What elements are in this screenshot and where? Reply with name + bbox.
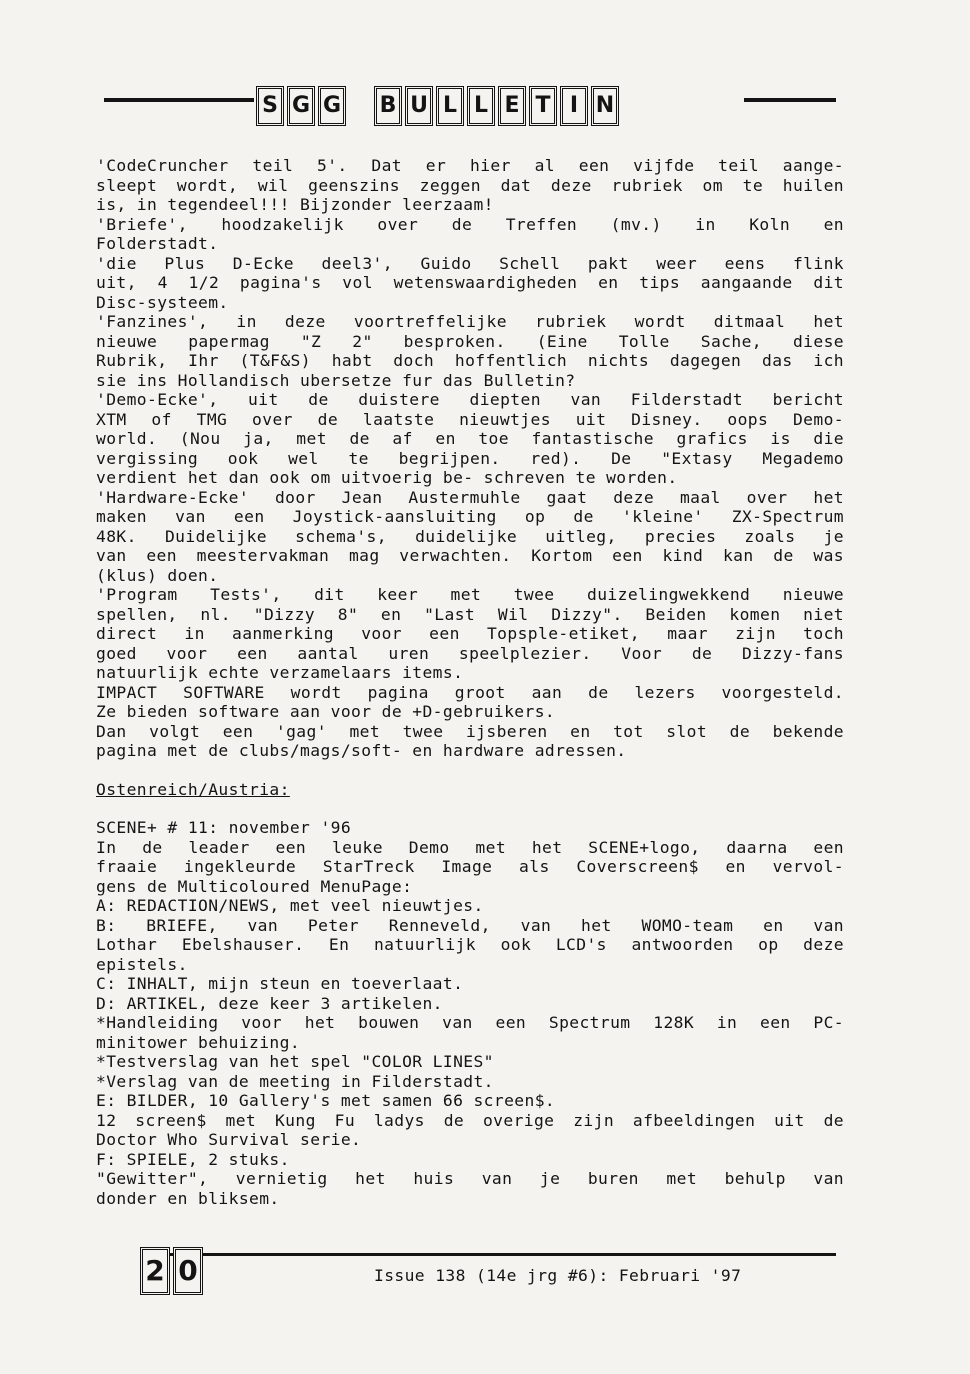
text-line: vergissing ook wel te begrijpen. red). De "Extasy Megademo (96, 448, 844, 468)
text-line: (klus) doen. (96, 565, 219, 585)
text-line: van een meestervakman mag verwachten. Kortom een kind kan de was (96, 546, 844, 565)
text-line: Lothar Ebelshauser. En natuurlijk ook LCD's antwoorden op deze (96, 935, 844, 954)
text-line: Doctor Who Survival serie. (96, 1130, 362, 1149)
text-line: direct in aanmerking voor een Topsple-etiket, maar zijn toch (96, 624, 844, 643)
text-line: 'CodeCruncher teil 5'. Dat er hier al een vijfde teil aange- (96, 156, 844, 175)
title-letter: S (256, 86, 284, 126)
text-line: "Gewitter", vernietig het huis van je buren met behulp van (96, 1169, 844, 1188)
text-line: 12 screen$ met Kung Fu ladys de overige zijn afbeeldingen uit de (96, 1110, 844, 1130)
text-line: verdient het dan ook om uitvoerig be- schreven te worden. (96, 468, 678, 487)
text-line: B: BRIEFE, van Peter Renneveld, van het WOMO-team en van (96, 915, 844, 935)
page-footer (140, 1246, 836, 1306)
title-letter: G (318, 86, 346, 126)
text-line: 48K. Duidelijke schema's, duidelijke uitleg, precies zoals je (96, 526, 844, 546)
masthead (104, 84, 836, 136)
text-line: In de leader een leuke Demo met het SCENE+logo, daarna een (96, 837, 844, 857)
text-line: world. (Nou ja, met de af en toe fantastische grafics is die (96, 429, 844, 448)
text-line: goed voor een aantal uren speelplezier. Voor de Dizzy-fans (96, 643, 844, 663)
footer-rule (140, 1253, 836, 1256)
text-line: Folderstadt. (96, 234, 219, 253)
text-line: 'die Plus D-Ecke deel3', Guido Schell pakt weer eens flink (96, 253, 844, 273)
text-line: IMPACT SOFTWARE wordt pagina groot aan de lezers voorgesteld. (96, 682, 844, 702)
text-line: 'Briefe', hoodzakelijk over de Treffen (mv.) in Koln en (96, 214, 844, 234)
text-line: 'Demo-Ecke', uit de duistere diepten van Filderstadt bericht (96, 390, 844, 409)
text-line: Dan volgt een 'gag' met twee ijsberen en tot slot de bekende (96, 721, 844, 741)
masthead-rule-left (104, 98, 254, 102)
text-line: *Testverslag van het spel "COLOR LINES" (96, 1052, 494, 1071)
title-letter: N (591, 86, 619, 126)
page-number (140, 1247, 203, 1295)
masthead-rule-right (744, 98, 836, 102)
text-line: sleept wordt, wil geenszins zeggen dat deze rubriek om te huilen (96, 175, 844, 195)
section-heading: Ostenreich/Austria: (96, 779, 290, 799)
text-line: Ze bieden software aan voor de +D-gebruikers. (96, 702, 556, 721)
text-line: sie ins Hollandisch ubersetze fur das Bulletin? (96, 370, 576, 390)
text-line: Rubrik, Ihr (T&F&S) habt doch hoffentlich nichts dagegen das ich (96, 351, 844, 370)
text-line: Disc-systeem. (96, 292, 229, 312)
text-line: D: ARTIKEL, deze keer 3 artikelen. (96, 993, 443, 1013)
article-body (96, 156, 844, 1208)
title-letter: G (287, 86, 315, 126)
text-line: A: REDACTION/NEWS, met veel nieuwtjes. (96, 896, 484, 915)
text-line: XTM of TMG over de laatste nieuwtjes uit Disney. oops Demo- (96, 409, 844, 429)
text-line: E: BILDER, 10 Gallery's met samen 66 screen$. (96, 1091, 556, 1110)
text-line: donder en bliksem. (96, 1188, 280, 1208)
text-line: epistels. (96, 954, 188, 974)
text-line: 'Hardware-Ecke' door Jean Austermuhle gaat deze maal over het (96, 487, 844, 507)
title-letter: L (436, 86, 464, 126)
masthead-title (256, 86, 619, 126)
title-letter: I (560, 86, 588, 126)
text-line: 'Program Tests', dit keer met twee duizelingwekkend nieuwe (96, 585, 844, 604)
page-number-digit: 0 (173, 1247, 203, 1295)
text-line: F: SPIELE, 2 stuks. (96, 1149, 290, 1169)
text-line: natuurlijk echte verzamelaars items. (96, 663, 464, 682)
title-letter: E (498, 86, 526, 126)
text-line: *Handleiding voor het bouwen van een Spectrum 128K in een PC- (96, 1013, 844, 1032)
text-line: C: INHALT, mijn steun en toeverlaat. (96, 974, 464, 993)
issue-line: Issue 138 (14e jrg #6): Februari '97 (374, 1266, 742, 1285)
text-line: pagina met de clubs/mags/soft- en hardware adressen. (96, 741, 627, 760)
text-line: uit, 4 1/2 pagina's vol wetenswaardigheden en tips aangaande dit (96, 273, 844, 292)
title-letter: U (405, 86, 433, 126)
text-line: is, in tegendeel!!! Bijzonder leerzaam! (96, 195, 494, 214)
text-line: spellen, nl. "Dizzy 8" en "Last Wil Dizzy". Beiden komen niet (96, 604, 844, 624)
text-line: 'Fanzines', in deze voortreffelijke rubriek wordt ditmaal het (96, 312, 844, 331)
page-number-digit: 2 (140, 1247, 170, 1295)
text-line: maken van een Joystick-aansluiting op de 'kleine' ZX-Spectrum (96, 507, 844, 526)
text-line: minitower behuizing. (96, 1032, 301, 1052)
text-line: fraaie ingekleurde StarTreck Image als Coverscreen$ en vervol- (96, 857, 844, 876)
text-line: nieuwe papermag "Z 2" besproken. (Eine Tolle Sache, diese (96, 331, 844, 351)
text-line: *Verslag van de meeting in Filderstadt. (96, 1071, 494, 1091)
text-line: SCENE+ # 11: november '96 (96, 818, 352, 837)
title-letter: T (529, 86, 557, 126)
text-line: gens de Multicoloured MenuPage: (96, 876, 413, 896)
title-letter: B (374, 86, 402, 126)
title-letter: L (467, 86, 495, 126)
